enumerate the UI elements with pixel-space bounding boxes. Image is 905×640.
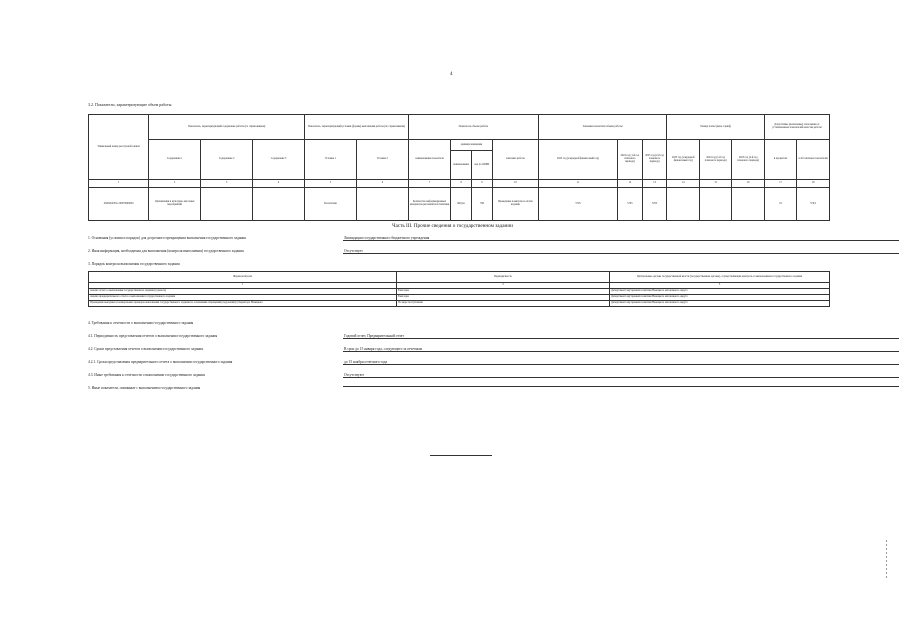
header-conditions-group: Показатель, характеризующий условия (формы) выполнения работы (по справочникам) bbox=[305, 115, 409, 140]
column-number: 10 bbox=[492, 180, 538, 188]
cell-fee-2024 bbox=[699, 188, 731, 221]
cell-authority: Департамент внутренней политики Ненецкого автономного округа bbox=[610, 289, 830, 295]
header-content-3: Содержание 3 bbox=[253, 140, 305, 180]
column-number: 14 bbox=[667, 180, 700, 188]
table-row bbox=[89, 188, 830, 221]
item-2-value: Отсутствует bbox=[343, 249, 899, 254]
item-2-label: 2. Иная информация, необходимая для выполнения (контроля выполнения) государственного задания bbox=[88, 249, 244, 253]
item-1-value: Ликвидация государственного бюджетного учреждения bbox=[343, 236, 899, 241]
column-number: 3 bbox=[610, 283, 830, 289]
cell-authority: Департамент внутренней политики Ненецкого автономного округа bbox=[610, 295, 830, 301]
column-number: 8 bbox=[451, 180, 472, 188]
cell-form: Проведение выездных и камеральных проверок выполнения государственного задания по основаниям обращений (поручений) губернатора Ненецкого bbox=[89, 301, 397, 307]
header-registry: Уникальный номер реестровой записи bbox=[89, 115, 149, 180]
header-fee-2023: 2023 год (очередной финансовый год) bbox=[667, 140, 700, 180]
header-unit-okei: код по ОКЕИ bbox=[472, 151, 493, 180]
column-number: 16 bbox=[732, 180, 764, 188]
footer-divider bbox=[430, 455, 492, 456]
header-year-2023: 2023 год (очередной финансовый год) bbox=[538, 140, 617, 180]
control-table bbox=[88, 271, 830, 307]
column-number: 5 bbox=[305, 180, 357, 188]
cell-content-1: Организация и культурно-массовых мероприятий bbox=[149, 188, 201, 221]
header-content-group: Показатель, характеризующий содержание работы (по справочникам) bbox=[149, 115, 305, 140]
header-unit-group: единица измерения bbox=[451, 140, 493, 151]
item-5-value bbox=[343, 386, 899, 387]
volume-table bbox=[88, 114, 830, 221]
cell-description: Проведение в выпуске и оплате издания bbox=[492, 188, 538, 221]
header-condition-1: Условие 1 bbox=[305, 140, 357, 180]
header-year-2025: 2025 год (2-й год планового периода) bbox=[642, 140, 667, 180]
column-number: 1 bbox=[89, 283, 397, 289]
item-4-1-value: Годовой отчет, Предварительный отчет bbox=[343, 334, 899, 339]
header-deviation-group: Допустимые (возможные) отклонения от установленных показателей качества работы bbox=[764, 115, 829, 140]
cell-registry: 450000.Р.83.1.00070000000 bbox=[89, 188, 149, 221]
cell-condition-2 bbox=[356, 188, 408, 221]
column-number: 17 bbox=[764, 180, 796, 188]
page-number: 4 bbox=[450, 72, 453, 77]
header-fee-2025: 2025 год (2-й год планового периода) bbox=[732, 140, 764, 180]
header-content-1: Содержание 1 bbox=[149, 140, 201, 180]
item-4-2-label: 4.2. Сроки представления отчетов о выполнении государственного задания bbox=[88, 347, 203, 351]
column-number: 15 bbox=[699, 180, 731, 188]
item-4-label: 4. Требования к отчетности о выполнении государственного задания bbox=[88, 321, 194, 325]
header-form: Форма контроля bbox=[89, 272, 397, 283]
item-4-1-label: 4.1. Периодичность представления отчетов о выполнении государственного задания bbox=[88, 334, 218, 338]
section-3-2-title: 3.2. Показатели, характеризующие объем работы bbox=[88, 102, 172, 107]
header-dev-absolute: в абсолютных показателях bbox=[797, 140, 830, 180]
item-4-2-1-label: 4.2.1. Сроки представления предварительного отчета о выполнении государственного задания bbox=[88, 360, 233, 364]
cell-fee-2023 bbox=[667, 188, 700, 221]
header-fee-group: Размер платы (цена, тариф) bbox=[667, 115, 764, 140]
cell-authority: Департамент внутренней политики Ненецкого автономного округа bbox=[610, 301, 830, 307]
header-condition-2: Условие 2 bbox=[356, 140, 408, 180]
column-number: 11 bbox=[538, 180, 617, 188]
item-1-label: 1. Основания (условия и порядок) для досрочного прекращения выполнения государственного задания bbox=[88, 236, 246, 240]
header-period: Периодичность bbox=[397, 272, 610, 283]
header-year-2024: 2024 год (1-й год планового периода) bbox=[618, 140, 643, 180]
column-number-row bbox=[89, 180, 830, 188]
header-work-desc: описание работы bbox=[492, 140, 538, 180]
header-dev-percent: в процентах bbox=[764, 140, 796, 180]
header-fee-2024: 2024 год (1-й год планового периода) bbox=[699, 140, 731, 180]
cell-okei: 796 bbox=[472, 188, 493, 221]
column-number: 1 bbox=[89, 180, 149, 188]
header-unit-name: наименование bbox=[451, 151, 472, 180]
column-number: 18 bbox=[797, 180, 830, 188]
header-indicator-name: наименование показателя bbox=[408, 140, 450, 180]
cell-unit: Штука bbox=[451, 188, 472, 221]
cell-dev-percent: 10 bbox=[764, 188, 796, 221]
header-content-2: Содержание 2 bbox=[201, 140, 253, 180]
column-number: 2 bbox=[149, 180, 201, 188]
column-number: 12 bbox=[618, 180, 643, 188]
item-3-label: 3. Порядок контроля выполнения государственного задания bbox=[88, 262, 180, 266]
cell-condition-1: Бесплатная bbox=[305, 188, 357, 221]
column-number: 9 bbox=[472, 180, 493, 188]
cell-value-2025: 5705 bbox=[642, 188, 667, 221]
cell-form: Анализ отчета о выполнении государственного задания (годового) bbox=[89, 289, 397, 295]
column-number: 2 bbox=[397, 283, 610, 289]
cell-content-2 bbox=[201, 188, 253, 221]
cell-fee-2025 bbox=[732, 188, 764, 221]
cell-content-3 bbox=[253, 188, 305, 221]
cell-value-2024: 5705 bbox=[618, 188, 643, 221]
column-number: 6 bbox=[356, 180, 408, 188]
header-volume-group: Показатель объема работы bbox=[408, 115, 538, 140]
table-row bbox=[89, 301, 830, 307]
column-number: 7 bbox=[408, 180, 450, 188]
item-4-2-1-value: до 15 ноября отчетного года bbox=[343, 360, 899, 365]
item-5-label: 5. Иные показатели, связанные с выполнением государственного задания bbox=[88, 386, 201, 390]
scan-edge-mark bbox=[886, 540, 887, 580]
cell-dev-absolute: 570,5 bbox=[797, 188, 830, 221]
column-number: 3 bbox=[201, 180, 253, 188]
item-4-2-value: В срок до 15 января года, следующего за отчетным bbox=[343, 347, 899, 352]
cell-period: Ежегодно bbox=[397, 295, 610, 301]
cell-period: Ежегодно bbox=[397, 289, 610, 295]
cell-period: По мере поступления bbox=[397, 301, 610, 307]
column-number: 13 bbox=[642, 180, 667, 188]
column-number: 4 bbox=[253, 180, 305, 188]
part3-title: Часть III. Прочие сведения о государственном задании bbox=[392, 223, 513, 229]
header-authority: Центральные органы государственной власти (государственные органы), осуществляющие контроль за выполнением государственного задания bbox=[610, 272, 830, 283]
item-4-3-label: 4.3. Иные требования к отчетности о выполнении государственного задания bbox=[88, 373, 205, 377]
item-4-3-value: Отсутствуют bbox=[343, 373, 899, 378]
header-values-group: Значение показателя объема работы bbox=[538, 115, 667, 140]
cell-value-2023: 5705 bbox=[538, 188, 617, 221]
cell-form: Анализ предварительного отчета о выполнении государственного задания bbox=[89, 295, 397, 301]
cell-indicator: Количество информационных материалов регламентной тематики bbox=[408, 188, 450, 221]
